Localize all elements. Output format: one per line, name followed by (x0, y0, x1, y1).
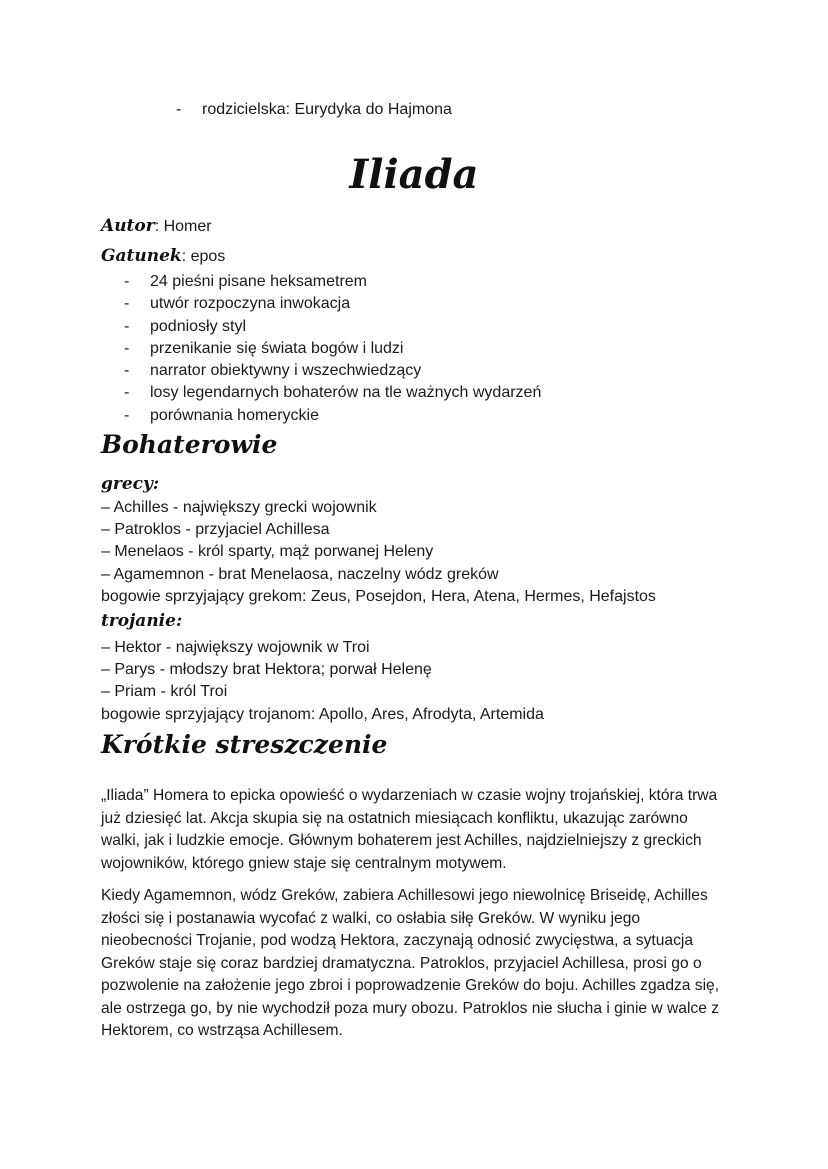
summary-paragraph: Kiedy Agamemnon, wódz Greków, zabiera Achillesowi jego niewolnicę Briseidę, Achilles złości się i postanawia wycofać z walki, co osłabia siłę Greków. W wyniku jego nieobecności Trojanie, pod wodzą Hektora, zaczynają odnosić zwycięstwa, a sytuacja Greków staje się coraz bardziej dramatyczna. Patroklos, przyjaciel Achillesa, prosi go o pozwolenie na założenie jego zbroi i poprowadzenie Greków do boju. Achilles zgadza się, ale ostrzega go, by nie wychodził poza mury obozu. Patroklos nie słucha i ginie w walce z Hektorem, co wstrząsa Achillesem. (101, 887, 720, 1039)
list-item: – Patroklos - przyjaciel Achillesa (101, 521, 330, 539)
genre-line (101, 246, 225, 267)
list-item: - porównania homeryckie (124, 406, 319, 424)
trojans-heading: trojanie: (101, 611, 183, 631)
author-label: Autor (101, 216, 155, 236)
summary-paragraph: „Iliada” Homera to epicka opowieść o wydarzeniach w czasie wojny trojańskiej, która trwa już dziesięć lat. Akcja skupia się na ostatnich miesiącach konfliktu, ukazując zarówno walki, jak i ludzkie emocje. Głównym bohaterem jest Achilles, najdzielniejszy z greckich wojowników, którego gniew staje się centralnym motywem. (101, 787, 718, 872)
author-value: : Homer (154, 218, 212, 235)
greeks-heading: grecy: (101, 474, 160, 494)
list-item: - narrator obiektywny i wszechwiedzący (124, 362, 422, 380)
list-item: - losy legendarnych bohaterów na tle ważnych wydarzeń (124, 384, 542, 402)
list-item: – Achilles - największy grecki wojownik (101, 499, 377, 516)
page-title: Iliada (349, 151, 479, 198)
list-item: – Hektor - największy wojownik w Troi (101, 639, 370, 656)
list-item: – Agamemnon - brat Menelaosa, naczelny wódz greków (101, 565, 499, 583)
top-bullet-item (176, 100, 452, 120)
list-item: bogowie sprzyjający trojanom: Apollo, Ares, Afrodyta, Artemida (101, 705, 544, 723)
summary-heading: Krótkie streszczenie (101, 730, 388, 759)
genre-value: : epos (181, 248, 226, 265)
genre-feature-list (124, 271, 541, 427)
greeks-list (101, 497, 656, 608)
list-item: - 24 pieśni pisane heksametrem (124, 273, 368, 290)
author-line (101, 216, 212, 237)
top-bullet-text: rodzicielska: Eurydyka do Hajmona (202, 101, 452, 118)
list-item: – Menelaos - król sparty, mąż porwanej Heleny (101, 543, 434, 561)
list-item: - przenikanie się świata bogów i ludzi (124, 339, 404, 357)
bullet-dash: - (176, 101, 182, 118)
list-item: - podniosły styl (124, 317, 247, 335)
trojans-list (101, 637, 544, 726)
list-item: bogowie sprzyjający grekom: Zeus, Posejdon, Hera, Atena, Hermes, Hefajstos (101, 587, 656, 605)
heroes-heading: Bohaterowie (101, 430, 278, 459)
genre-label: Gatunek (101, 246, 182, 266)
list-item: – Parys - młodszy brat Hektora; porwał Helenę (101, 661, 432, 679)
list-item: - utwór rozpoczyna inwokacja (124, 295, 351, 313)
list-item: – Priam - król Troi (101, 683, 228, 701)
